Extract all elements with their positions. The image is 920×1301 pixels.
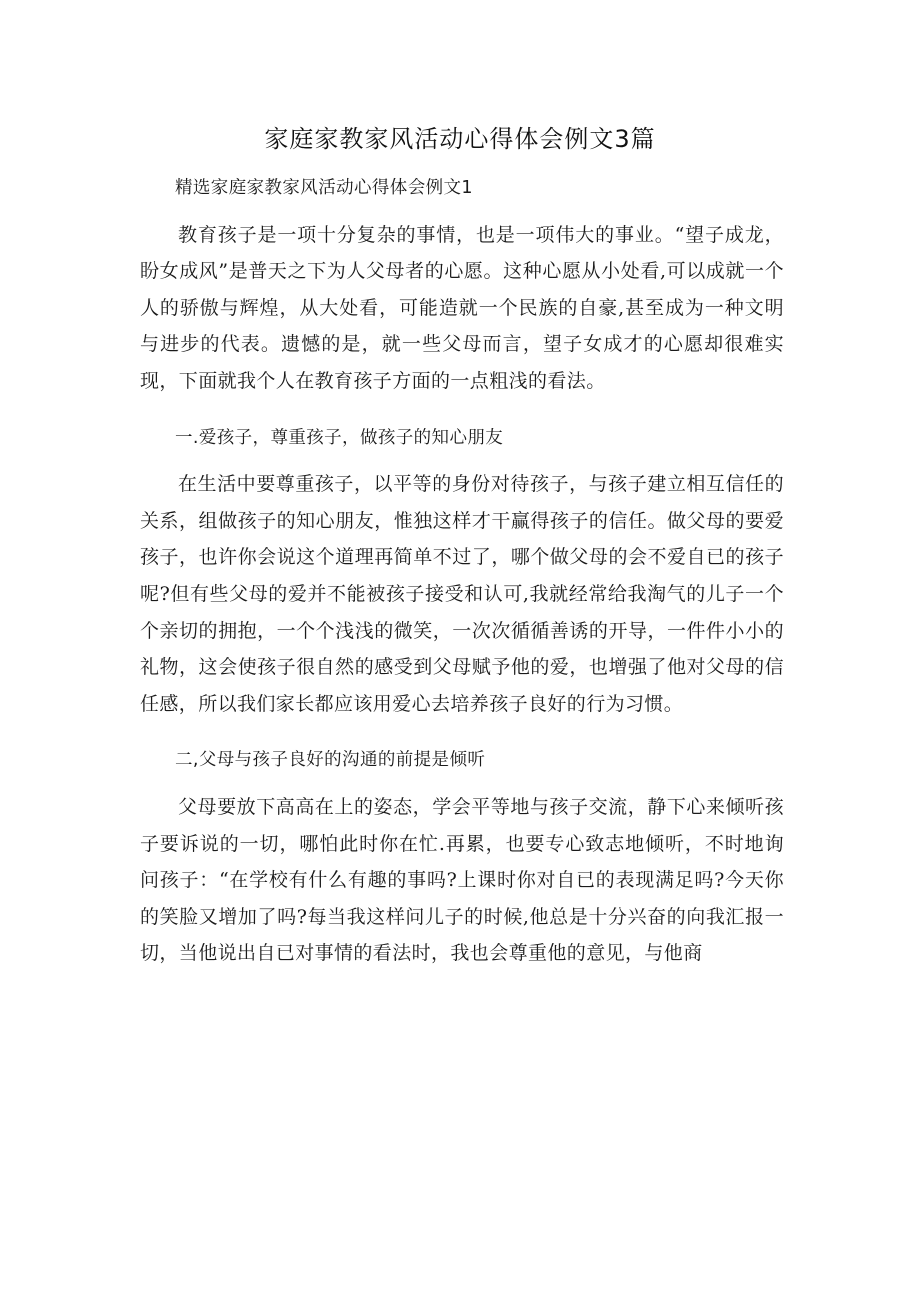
section-heading-1: 一.爱孩子，尊重孩子，做孩子的知心朋友 — [175, 427, 504, 448]
section-heading-2: 二,父母与孩子良好的沟通的前提是倾听 — [175, 750, 486, 771]
document-title: 家庭家教家风活动心得体会例文3篇 — [264, 125, 656, 153]
paragraph-section-2: 父母要放下高高在上的姿态，学会平等地与孩子交流，静下心来倾听孩子要诉说的一切，哪怕此时你在忙.再累，也要专心致志地倾听，不时地询问孩子：“在学校有什么有趣的事吗?上课时你对自已的表现满足吗?今天你的笑脸又增加了吗?每当我这样问儿子的时候,他总是十分兴奋的向我汇报一切，当他说出自已对事情的看法时，我也会尊重他的意见，与他商 — [140, 795, 784, 965]
article-subtitle: 精选家庭家教家风活动心得体会例文1 — [175, 178, 473, 198]
paragraph-section-1: 在生活中要尊重孩子，以平等的身份对待孩子，与孩子建立相互信任的关系，组做孩子的知心朋友，惟独这样才干赢得孩子的信任。做父母的要爱孩子，也许你会说这个道理再简单不过了，哪个做父母的会不爱自已的孩子呢?但有些父母的爱并不能被孩子接受和认可,我就经常给我淘气的儿子一个个亲切的拥抱，一个个浅浅的微笑，一次次循循善诱的开导，一件件小小的礼物，这会使孩子很自然的感受到父母赋予他的爱，也增强了他对父母的信任感，所以我们家长都应该用爱心去培养孩子良好的行为习惯。 — [140, 473, 784, 715]
paragraph-intro: 教育孩子是一项十分复杂的事情，也是一项伟大的事业。“望子成龙，盼女成风”是普天之下为人父母者的心愿。这种心愿从小处看,可以成就一个人的骄傲与辉煌，从大处看，可能造就一个民族的自豪,甚至成为一种文明与进步的代表。遗憾的是，就一些父母而言，望子女成才的心愿却很难实现，下面就我个人在教育孩子方面的一点粗浅的看法。 — [140, 223, 784, 392]
document-body — [140, 170, 784, 982]
